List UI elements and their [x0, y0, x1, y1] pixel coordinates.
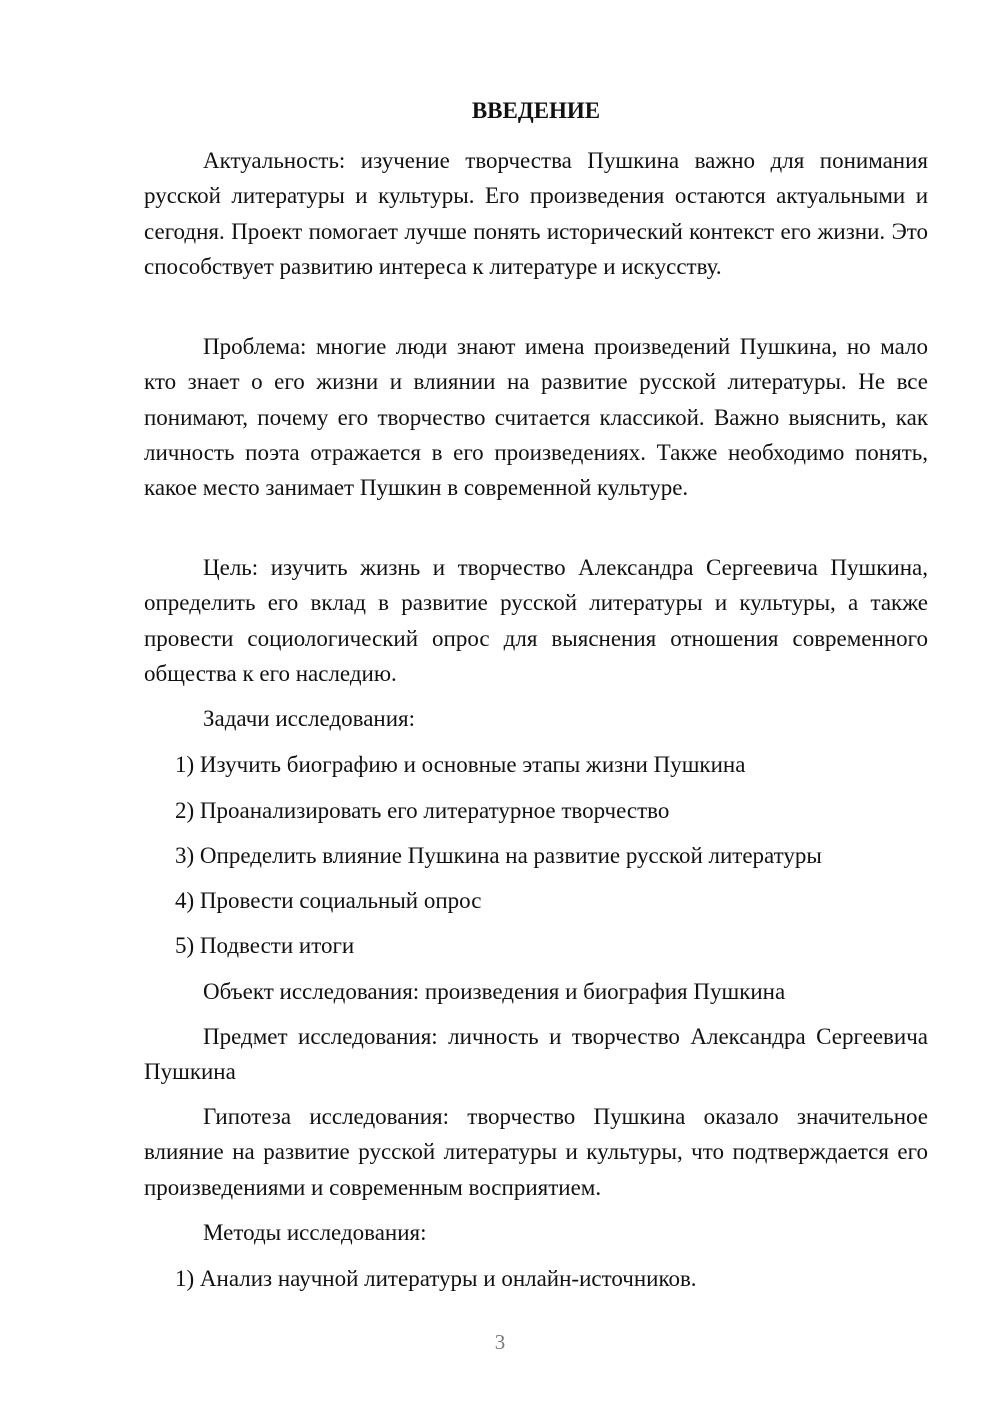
hypothesis-paragraph: Гипотеза исследования: творчество Пушкина оказало значительное влияние на развитие русской литературы и культуры, что подтверждается его произведениями и современным восприятием. [144, 1104, 928, 1200]
task-item: 4) Провести социальный опрос [175, 888, 482, 913]
methods-title: Методы исследования: [203, 1220, 427, 1245]
object-line: Объект исследования: произведения и биография Пушкина [203, 979, 786, 1004]
problem-paragraph: Проблема: многие люди знают имена произведений Пушкина, но мало кто знает о его жизни и влиянии на развитие русской литературы. Не все понимают, почему его творчество считается классикой. Важно выяснить, как личность поэта отражается в его произведениях. Также необходимо понять, какое место занимает Пушкин в современной культуре. [144, 334, 928, 501]
relevance-paragraph: Актуальность: изучение творчества Пушкина важно для понимания русской литературы и культуры. Его произведения остаются актуальными и сегодня. Проект помогает лучше понять исторический контекст его жизни. Это способствует развитию интереса к литературе и искусству. [144, 148, 928, 279]
goal-paragraph: Цель: изучить жизнь и творчество Александра Сергеевича Пушкина, определить его вклад в развитие русской литературы и культуры, а также провести социологический опрос для выяснения отношения современного общества к его наследию. [144, 555, 928, 686]
page-number: 3 [494, 1330, 506, 1354]
tasks-title: Задачи исследования: [203, 706, 416, 731]
task-item: 2) Проанализировать его литературное творчество [175, 798, 670, 823]
task-item: 5) Подвести итоги [175, 933, 355, 958]
method-item: 1) Анализ научной литературы и онлайн-источников. [175, 1266, 697, 1291]
page-title: ВВЕДЕНИЕ [471, 98, 601, 123]
task-item: 3) Определить влияние Пушкина на развитие русской литературы [175, 843, 822, 868]
task-item: 1) Изучить биографию и основные этапы жизни Пушкина [175, 752, 746, 777]
subject-paragraph: Предмет исследования: личность и творчество Александра Сергеевича Пушкина [144, 1024, 928, 1085]
